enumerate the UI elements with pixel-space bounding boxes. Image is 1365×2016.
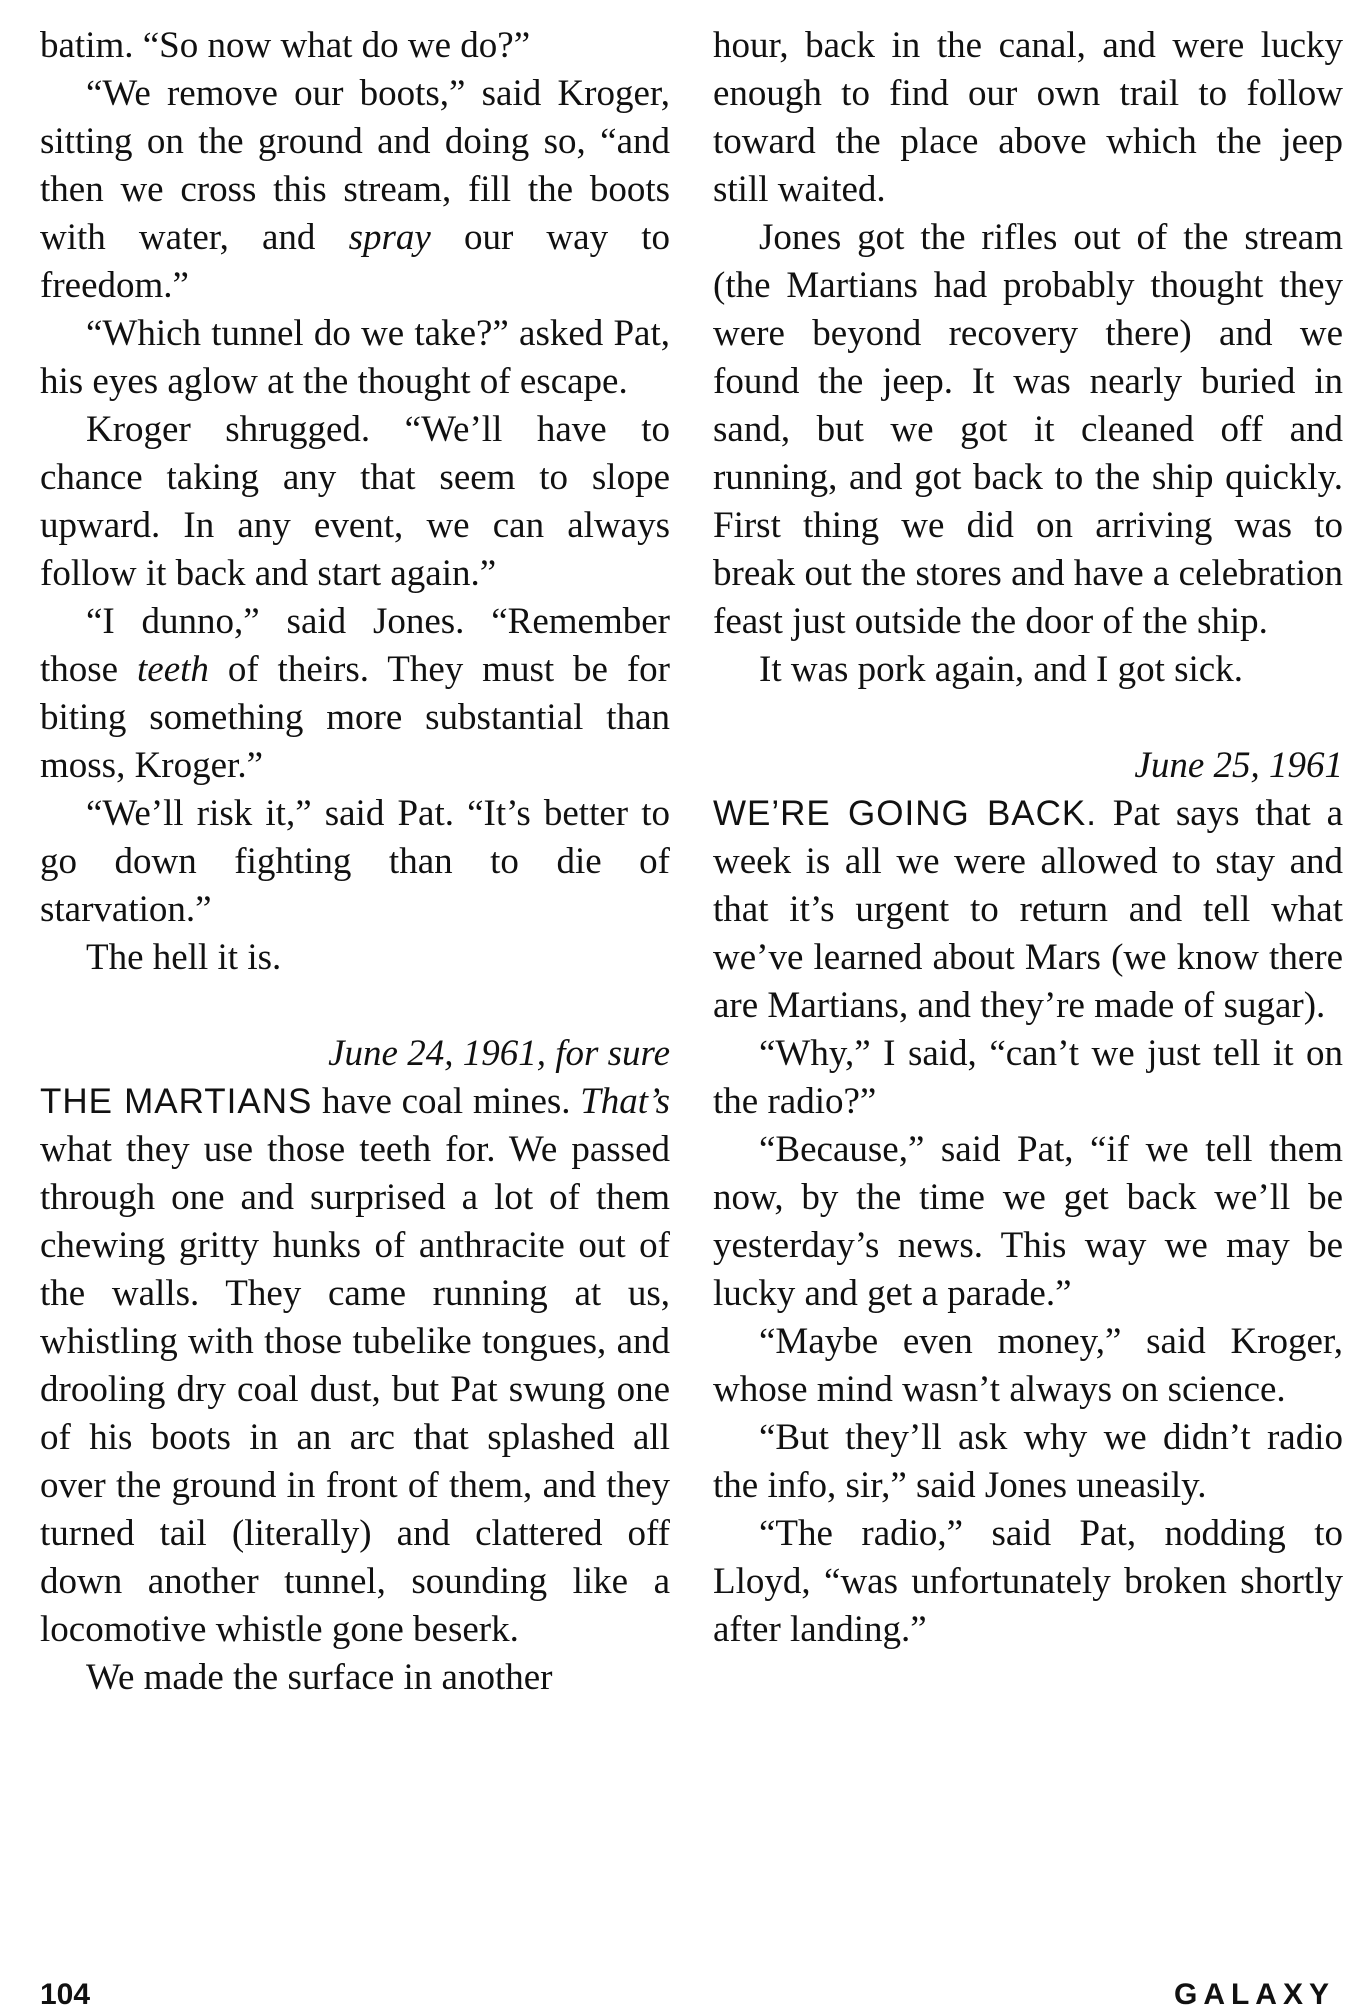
text-run: Pat says that a week is all we were allowed to stay and that it’s urgent to return and tell what we’ve learned about Mars (we know there are Martians, and they’re made of sugar). (713, 793, 1343, 1026)
paragraph (40, 70, 670, 310)
paragraph: Kroger shrugged. “We’ll have to chance taking any that seem to slope upward. In any event, we can always follow it back and start again.” (40, 409, 670, 594)
paragraph: “Which tunnel do we take?” asked Pat, his eyes aglow at the thought of escape. (40, 313, 670, 402)
diary-dateline: June 25, 1961 (1134, 745, 1343, 786)
paragraph: “Why,” I said, “can’t we just tell it on the radio?” (713, 1033, 1343, 1122)
text-run: what they use those teeth for. We passed through one and surprised a lot of them chewing gritty hunks of anthracite out of the walls. They came running at us, whistling with those tubelike tongues, and drooling dry coal dust, but Pat swung one of his boots in an arc that splashed all over the ground in front of them, and they turned tail (literally) and clattered off down another tunnel, sounding like a locomotive whistle gone beserk. (40, 1129, 670, 1650)
paragraph: “Because,” said Pat, “if we tell them now, by the time we get back we’ll be yesterday’s news. This way we may be lucky and get a parade.” (713, 1129, 1343, 1314)
text-run: “I dunno,” said Jones. “Remember those (40, 601, 670, 690)
left-text-column (40, 22, 670, 1702)
page-number: 104 (40, 1978, 91, 2011)
small-caps-lead: THE MARTIANS (40, 1082, 313, 1121)
text-run: have coal mines. (312, 1081, 581, 1122)
text-run: of theirs. They must be for biting something more substantial than moss, Kroger.” (40, 649, 670, 786)
text-run: our way to freedom.” (40, 217, 670, 306)
paragraph: It was pork again, and I got sick. (759, 649, 1243, 690)
diary-dateline: June 24, 1961, for sure (328, 1033, 670, 1074)
text-run: “We remove our boots,” said Kroger, sitting on the ground and doing so, “and then we cross this stream, fill the boots with water, and (40, 73, 670, 258)
paragraph (40, 598, 670, 790)
paragraph: We made the surface in another (86, 1657, 553, 1698)
paragraph: hour, back in the canal, and were lucky enough to find our own trail to follow toward the place above which the jeep still waited. (713, 25, 1343, 210)
paragraph: “We’ll risk it,” said Pat. “It’s better to go down fighting than to die of starvation.” (40, 793, 670, 930)
small-caps-lead: WE’RE GOING BACK. (713, 794, 1097, 833)
paragraph: The hell it is. (86, 937, 282, 978)
paragraph (713, 790, 1343, 1030)
emphasis-text: teeth (137, 649, 209, 690)
magazine-name: GALAXY (1173, 1978, 1335, 2011)
right-text-column (713, 22, 1343, 1654)
paragraph: “But they’ll ask why we didn’t radio the info, sir,” said Jones uneasily. (713, 1417, 1343, 1506)
emphasis-text: That’s (580, 1081, 671, 1122)
paragraph: “The radio,” said Pat, nodding to Lloyd, “was unfortunately broken shortly after landing.” (713, 1513, 1343, 1650)
paragraph: batim. “So now what do we do?” (40, 25, 531, 66)
emphasis-text: spray (348, 217, 431, 258)
paragraph: “Maybe even money,” said Kroger, whose mind wasn’t always on science. (713, 1321, 1343, 1410)
paragraph (40, 1078, 670, 1654)
paragraph: Jones got the rifles out of the stream (the Martians had probably thought they were beyond recovery there) and we found the jeep. It was nearly buried in sand, but we got it cleaned off and running, and got back to the ship quickly. First thing we did on arriving was to break out the stores and have a celebration feast just outside the door of the ship. (713, 217, 1343, 642)
